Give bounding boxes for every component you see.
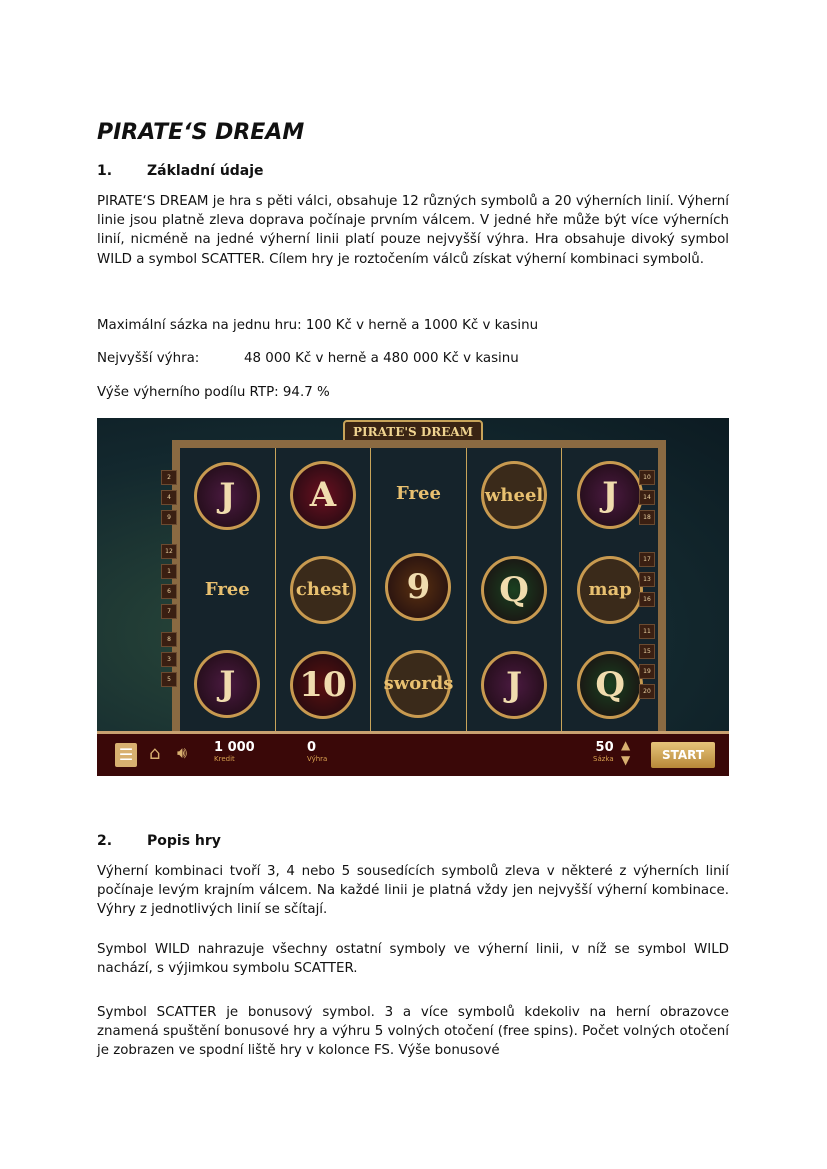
sound-icon[interactable]: 🔊︎ (177, 743, 188, 762)
home-icon[interactable]: ⌂ (149, 743, 161, 764)
menu-icon[interactable]: ☰ (115, 743, 137, 767)
payline-marker: 17 (639, 552, 655, 567)
payline-marker: 20 (639, 684, 655, 699)
credit-label: Kredit (214, 755, 235, 763)
payline-marker: 16 (639, 592, 655, 607)
section-title: Základní údaje (147, 163, 264, 179)
payline-marker: 1 (161, 564, 177, 579)
symbol-free: Free (396, 482, 441, 504)
symbol-swords: swords (385, 650, 451, 718)
paragraph (97, 349, 729, 368)
paragraph: Symbol SCATTER je bonusový symbol. 3 a více symbolů kdekoliv na herní obrazovce znamená spuštění bonusové hry a výhru 5 volných otočení (free spins). Počet volných otočení je zobrazen ve spodní liště hry v kolonce FS. Výše bonusové (97, 1005, 729, 1059)
section-number: 2. (97, 833, 113, 849)
payline-marker: 9 (161, 510, 177, 525)
payline-marker: 19 (639, 664, 655, 679)
section-heading-2 (97, 833, 221, 849)
win-display (307, 740, 327, 763)
reel (276, 448, 372, 732)
section-heading-1 (97, 163, 264, 179)
symbol-10: 10 (290, 651, 356, 719)
symbol-chest: chest (290, 556, 356, 624)
payline-group (639, 624, 655, 699)
control-bar (97, 731, 729, 776)
symbol-map: map (577, 556, 643, 624)
paragraph: Výše výherního podílu RTP: 94.7 % (97, 385, 330, 400)
paragraph: Symbol WILD nahrazuje všechny ostatní symboly ve výherní linii, v níž se symbol WILD nachází, s výjimkou symbolu SCATTER. (97, 942, 729, 977)
reel-frame (172, 440, 666, 740)
symbol-q: Q (577, 651, 643, 719)
bet-value: 50 (595, 740, 614, 755)
symbol-j: J (194, 650, 260, 718)
payline-marker: 7 (161, 604, 177, 619)
payline-marker: 11 (639, 624, 655, 639)
payline-marker: 13 (639, 572, 655, 587)
payline-group (161, 470, 177, 525)
payline-marker: 2 (161, 470, 177, 485)
symbol-q: Q (481, 556, 547, 624)
paragraph: Maximální sázka na jednu hru: 100 Kč v herně a 1000 Kč v kasinu (97, 318, 539, 333)
win-value: 0 (307, 740, 317, 755)
start-button[interactable]: START (651, 742, 715, 768)
payline-marker: 8 (161, 632, 177, 647)
game-logo: PIRATE'S DREAM (343, 420, 483, 446)
section-number: 1. (97, 163, 113, 179)
bet-label: Sázka (593, 755, 614, 763)
payline-marker: 5 (161, 672, 177, 687)
payline-marker: 18 (639, 510, 655, 525)
paragraph: Výherní kombinaci tvoří 3, 4 nebo 5 sousedících symbolů zleva v některé z výherních linií počínaje levým krajním válcem. Na každé linii je platná vždy jen nejvyšší výherní kombinace. Výhry z jednotlivých linií se sčítají. (97, 864, 729, 918)
payline-marker: 4 (161, 490, 177, 505)
right-payline-markers (639, 418, 655, 731)
game-screenshot (97, 418, 729, 776)
credit-value: 1 000 (214, 740, 255, 755)
payline-marker: 12 (161, 544, 177, 559)
bet-stepper-icon[interactable]: ▲ ▼ (621, 738, 631, 767)
payline-group (161, 632, 177, 687)
section-title: Popis hry (147, 833, 221, 849)
value: 48 000 Kč v herně a 480 000 Kč v kasinu (244, 351, 519, 366)
reels (180, 448, 658, 732)
symbol-j: J (577, 461, 643, 529)
paragraph: PIRATE‘S DREAM je hra s pěti válci, obsahuje 12 různých symbolů a 20 výherních linií. Výherní linie jsou platně zleva doprava počínaje prvním válcem. V jedné hře může být více výherních linií, nicméně na jedné výherní linii platí pouze nejvyšší výhra. Hra obsahuje divoký symbol WILD a symbol SCATTER. Cílem hry je roztočením válců získat výherní kombinaci symbolů. (97, 194, 729, 267)
symbol-j: J (194, 462, 260, 530)
symbol-wheel: wheel (481, 461, 547, 529)
bet-display (593, 740, 614, 763)
symbol-free: Free (204, 579, 250, 601)
payline-marker: 15 (639, 644, 655, 659)
payline-group (161, 544, 177, 619)
payline-marker: 14 (639, 490, 655, 505)
label: Nejvyšší výhra: (97, 351, 200, 366)
payline-marker: 3 (161, 652, 177, 667)
reel (467, 448, 563, 732)
reel (371, 448, 467, 732)
symbol-j: J (481, 651, 547, 719)
payline-marker: 6 (161, 584, 177, 599)
left-payline-markers (161, 418, 177, 731)
win-label: Výhra (307, 755, 328, 763)
reel (180, 448, 276, 732)
payline-group (639, 470, 655, 525)
payline-marker: 10 (639, 470, 655, 485)
page-title: PIRATE‘S DREAM (97, 120, 305, 145)
credit-display (214, 740, 255, 763)
payline-group (639, 552, 655, 607)
symbol-9: 9 (385, 553, 451, 621)
symbol-a: A (290, 461, 356, 529)
